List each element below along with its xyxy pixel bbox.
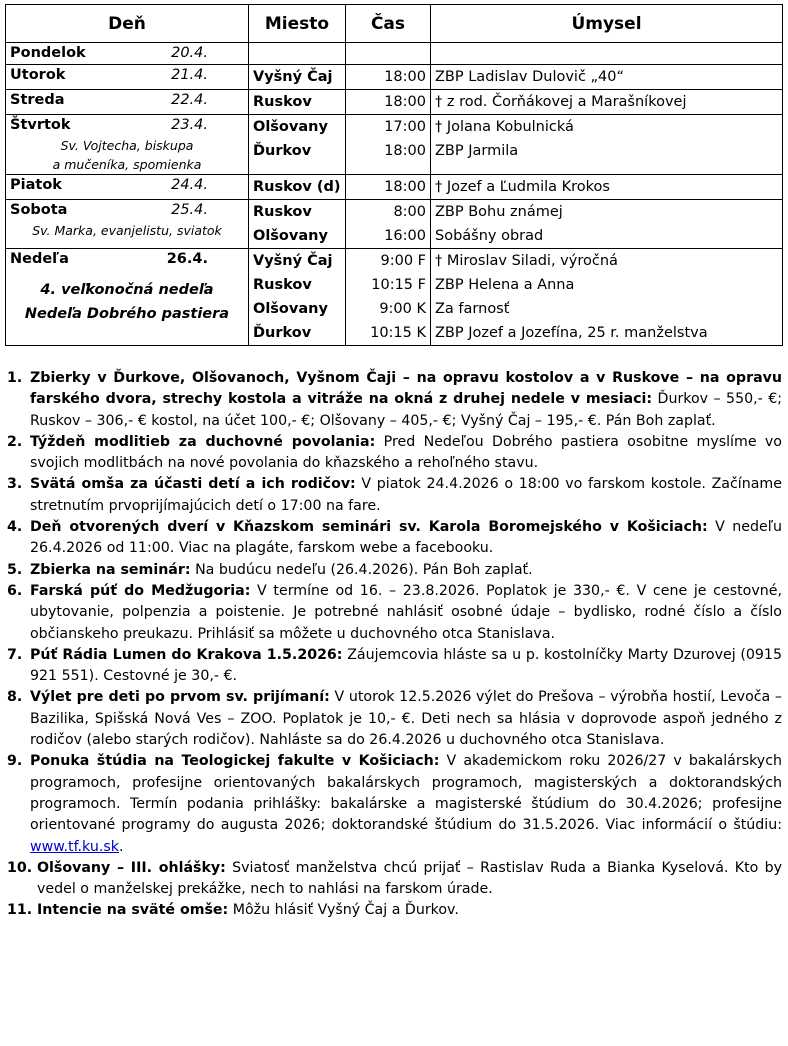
announcement-number: 2. bbox=[7, 433, 23, 450]
mass-time: 18:00 bbox=[384, 69, 426, 85]
announcement-item bbox=[7, 368, 782, 432]
day-name: Streda bbox=[10, 92, 65, 108]
announcement-number: 9. bbox=[7, 753, 23, 770]
announcement-heading: Výlet pre deti po prvom sv. prijímaní: bbox=[30, 689, 330, 706]
mass-intention: ZBP Helena a Anna bbox=[435, 277, 575, 293]
mass-place: Olšovany bbox=[253, 119, 328, 135]
announcement-body: V akademickom roku 2026/27 v bakalárskych programoch, profesijne orientovaných bakalárskych programoch, magisterských a doktorandských programoch. Termín podania prihlášky: bakalárske a magisterské štúdium do 30.4.2026; profesijne orientované programy do augusta 2026; doktorandské štúdium do 31.5.2026. Viac informácií o štúdiu: bbox=[30, 753, 782, 834]
day-name: Piatok bbox=[10, 177, 62, 193]
table-row bbox=[6, 65, 783, 90]
table-row bbox=[6, 249, 783, 346]
day-name: Pondelok bbox=[10, 45, 86, 61]
table-header-row bbox=[6, 5, 783, 43]
day-name: Sobota bbox=[10, 202, 68, 218]
mass-place: Olšovany bbox=[253, 228, 328, 244]
announcement-item bbox=[7, 560, 782, 581]
day-date: 20.4. bbox=[171, 45, 208, 61]
announcement-number: 5. bbox=[7, 561, 23, 578]
announcement-body: Môžu hlásiť Vyšný Čaj a Ďurkov. bbox=[232, 902, 459, 919]
day-cell bbox=[6, 175, 249, 200]
intention-cell bbox=[431, 65, 783, 90]
announcement-item bbox=[7, 517, 782, 560]
day-name: Nedeľa bbox=[10, 251, 69, 267]
feast-label: 4. veľkonočná nedeľa bbox=[40, 282, 214, 298]
mass-intention: Za farnosť bbox=[435, 301, 510, 317]
feast-label: Sv. Marka, evanjelistu, sviatok bbox=[32, 223, 222, 238]
time-cell bbox=[346, 65, 431, 90]
announcement-heading: Púť Rádia Lumen do Krakova 1.5.2026: bbox=[30, 646, 343, 663]
schedule-body bbox=[6, 43, 783, 346]
time-cell bbox=[346, 43, 431, 65]
feast-label: Nedeľa Dobrého pastiera bbox=[24, 306, 230, 322]
place-cell bbox=[249, 65, 346, 90]
announcement-item bbox=[7, 900, 782, 921]
mass-intention: † z rod. Čorňákovej a Marašníkovej bbox=[435, 94, 687, 110]
day-cell bbox=[6, 249, 249, 346]
mass-intention: † Jolana Kobulnická bbox=[435, 119, 574, 135]
day-date: 21.4. bbox=[171, 67, 208, 83]
mass-place: Ďurkov bbox=[253, 325, 312, 341]
mass-place: Ruskov bbox=[253, 94, 312, 110]
intention-cell bbox=[431, 90, 783, 115]
feast-label: Sv. Vojtecha, biskupa bbox=[60, 138, 194, 153]
announcement-number: 6. bbox=[7, 582, 23, 599]
faculty-website-link[interactable]: www.tf.ku.sk bbox=[30, 838, 119, 855]
table-row bbox=[6, 90, 783, 115]
time-cell bbox=[346, 115, 431, 175]
announcement-item bbox=[7, 858, 782, 901]
announcement-body: Na budúcu nedeľu (26.4.2026). Pán Boh zaplať. bbox=[195, 561, 533, 578]
announcement-body: V piatok 24.4.2026 o 18:00 vo farskom kostole. Začíname stretnutím prvoprijímajúcich detí o 17:00 na fare. bbox=[30, 476, 782, 514]
mass-place: Ruskov bbox=[253, 277, 312, 293]
announcement-item bbox=[7, 581, 782, 645]
intention-cell bbox=[431, 249, 783, 346]
announcement-number: 1. bbox=[7, 370, 23, 386]
day-cell bbox=[6, 90, 249, 115]
mass-intention: ZBP Ladislav Dulovič „40“ bbox=[435, 69, 625, 85]
announcement-tail: . bbox=[118, 838, 124, 855]
header-day: Deň bbox=[6, 5, 249, 43]
announcement-body: Sviatosť manželstva chcú prijať – Rastislav Ruda a Bianka Kyselová. Kto by vedel o manželskej prekážke, nech to nahlási na farskom úrade. bbox=[37, 859, 782, 898]
time-cell bbox=[346, 90, 431, 115]
announcement-number: 4. bbox=[7, 519, 23, 536]
mass-place: Ruskov bbox=[253, 204, 312, 220]
announcement-body: Pred Nedeľou Dobrého pastiera osobitne myslíme vo svojich modlitbách na nové povolania do kňazského a rehoľného stavu. bbox=[30, 433, 782, 472]
table-row bbox=[6, 43, 783, 65]
announcement-heading: Svätá omša za účasti detí a ich rodičov: bbox=[30, 476, 356, 493]
mass-time: 9:00 F bbox=[380, 253, 426, 269]
place-cell bbox=[249, 200, 346, 249]
day-date: 22.4. bbox=[171, 92, 208, 108]
header-place: Miesto bbox=[249, 5, 346, 43]
mass-place: Vyšný Čaj bbox=[253, 69, 333, 85]
place-cell bbox=[249, 175, 346, 200]
mass-time: 17:00 bbox=[384, 119, 426, 135]
time-cell bbox=[346, 200, 431, 249]
table-row bbox=[6, 200, 783, 249]
time-cell bbox=[346, 175, 431, 200]
announcement-number: 8. bbox=[7, 689, 23, 706]
day-date: 25.4. bbox=[171, 202, 208, 218]
mass-time: 18:00 bbox=[384, 179, 426, 195]
place-cell bbox=[249, 90, 346, 115]
mass-schedule-table bbox=[5, 4, 783, 346]
mass-time: 18:00 bbox=[384, 143, 426, 159]
mass-place: Vyšný Čaj bbox=[253, 253, 333, 269]
announcement-heading: Deň otvorených dverí v Kňazskom seminári sv. Karola Boromejského v Košiciach: bbox=[30, 519, 708, 536]
announcement-item bbox=[7, 432, 782, 475]
mass-intention: † Miroslav Siladi, výročná bbox=[435, 253, 618, 269]
mass-place: Olšovany bbox=[253, 301, 328, 317]
announcement-heading: Olšovany – III. ohlášky: bbox=[37, 859, 226, 876]
mass-intention: ZBP Jarmila bbox=[435, 143, 519, 159]
announcement-body: Záujemcovia hláste sa u p. kostolníčky Marty Dzurovej (0915 921 551). Cestovné je 30,- €. bbox=[30, 646, 782, 685]
mass-time: 16:00 bbox=[384, 228, 426, 244]
day-cell bbox=[6, 115, 249, 175]
table-row bbox=[6, 175, 783, 200]
day-date: 24.4. bbox=[171, 177, 208, 193]
mass-time: 8:00 bbox=[393, 204, 426, 220]
mass-time: 18:00 bbox=[384, 94, 426, 110]
announcements-list bbox=[7, 368, 782, 922]
day-cell bbox=[6, 65, 249, 90]
mass-intention: ZBP Jozef a Jozefína, 25 r. manželstva bbox=[435, 325, 708, 341]
header-intention: Úmysel bbox=[431, 5, 783, 43]
announcement-heading: Farská púť do Medžugoria: bbox=[30, 582, 251, 599]
announcement-item bbox=[7, 687, 782, 751]
announcement-body: V termíne od 16. – 23.8.2026. Poplatok je 330,- €. V cene je cestovné, ubytovanie, polpenzia a poistenie. Je potrebné nahlásiť osobné údaje – bydlisko, rodné číslo a číslo občianskeho preukazu. Prihlásiť sa môžete u duchovného otca Stanislava. bbox=[30, 582, 782, 642]
mass-time: 10:15 F bbox=[371, 277, 426, 293]
announcement-heading: Zbierka na seminár: bbox=[30, 561, 191, 578]
announcement-heading: Ponuka štúdia na Teologickej fakulte v Košiciach: bbox=[30, 753, 440, 770]
mass-intention: Sobášny obrad bbox=[435, 228, 544, 244]
mass-intention: ZBP Bohu známej bbox=[435, 204, 563, 220]
mass-time: 10:15 K bbox=[370, 325, 426, 341]
announcement-heading: Zbierky v Ďurkove, Olšovanoch, Vyšnom Čaji – na opravu kostolov a v Ruskove – na opravu farského dvora, strechy kostola a vitráže na okná z druhej nedele v mesiaci: bbox=[30, 370, 782, 408]
mass-place: Ruskov (d) bbox=[253, 179, 341, 195]
header-time: Čas bbox=[346, 5, 431, 43]
announcement-item bbox=[7, 751, 782, 857]
announcement-number: 10. bbox=[7, 859, 33, 876]
place-cell bbox=[249, 249, 346, 346]
feast-label: a mučeníka, spomienka bbox=[52, 157, 202, 172]
announcement-number: 7. bbox=[7, 646, 23, 663]
intention-cell bbox=[431, 175, 783, 200]
mass-time: 9:00 K bbox=[379, 301, 426, 317]
announcement-item bbox=[7, 645, 782, 688]
announcement-body: V utorok 12.5.2026 výlet do Prešova – výrobňa hostií, Levoča – Bazilika, Spišská Nová Ves – ZOO. Poplatok je 10,- €. Deti nech sa hlásia v doprovode aspoň jedného z rodičov (alebo starých rodičov). Nahláste sa do 26.4.2026 u duchovného otca Stanislava. bbox=[30, 689, 783, 749]
day-date: 23.4. bbox=[171, 117, 208, 133]
day-date: 26.4. bbox=[166, 251, 208, 267]
day-name: Utorok bbox=[10, 67, 66, 83]
intention-cell bbox=[431, 43, 783, 65]
place-cell bbox=[249, 115, 346, 175]
announcement-body: Ďurkov – 550,- €; Ruskov – 306,- € kostol, na účet 100,- €; Olšovany – 405,- €; Vyšný Čaj – 195,- €. Pán Boh zaplať. bbox=[30, 391, 782, 429]
announcement-heading: Týždeň modlitieb za duchovné povolania: bbox=[30, 433, 376, 450]
day-cell bbox=[6, 43, 249, 65]
time-cell bbox=[346, 249, 431, 346]
intention-cell bbox=[431, 200, 783, 249]
announcement-body: V nedeľu 26.4.2026 od 11:00. Viac na plagáte, farskom webe a facebooku. bbox=[30, 519, 783, 557]
place-cell bbox=[249, 43, 346, 65]
day-cell bbox=[6, 200, 249, 249]
intention-cell bbox=[431, 115, 783, 175]
announcement-item bbox=[7, 474, 782, 517]
day-name: Štvrtok bbox=[10, 117, 71, 133]
mass-intention: † Jozef a Ľudmila Krokos bbox=[435, 179, 610, 195]
table-row bbox=[6, 115, 783, 175]
announcement-number: 3. bbox=[7, 476, 23, 493]
announcement-heading: Intencie na sväté omše: bbox=[37, 902, 229, 919]
announcement-number: 11. bbox=[7, 902, 33, 919]
mass-place: Ďurkov bbox=[253, 143, 312, 159]
